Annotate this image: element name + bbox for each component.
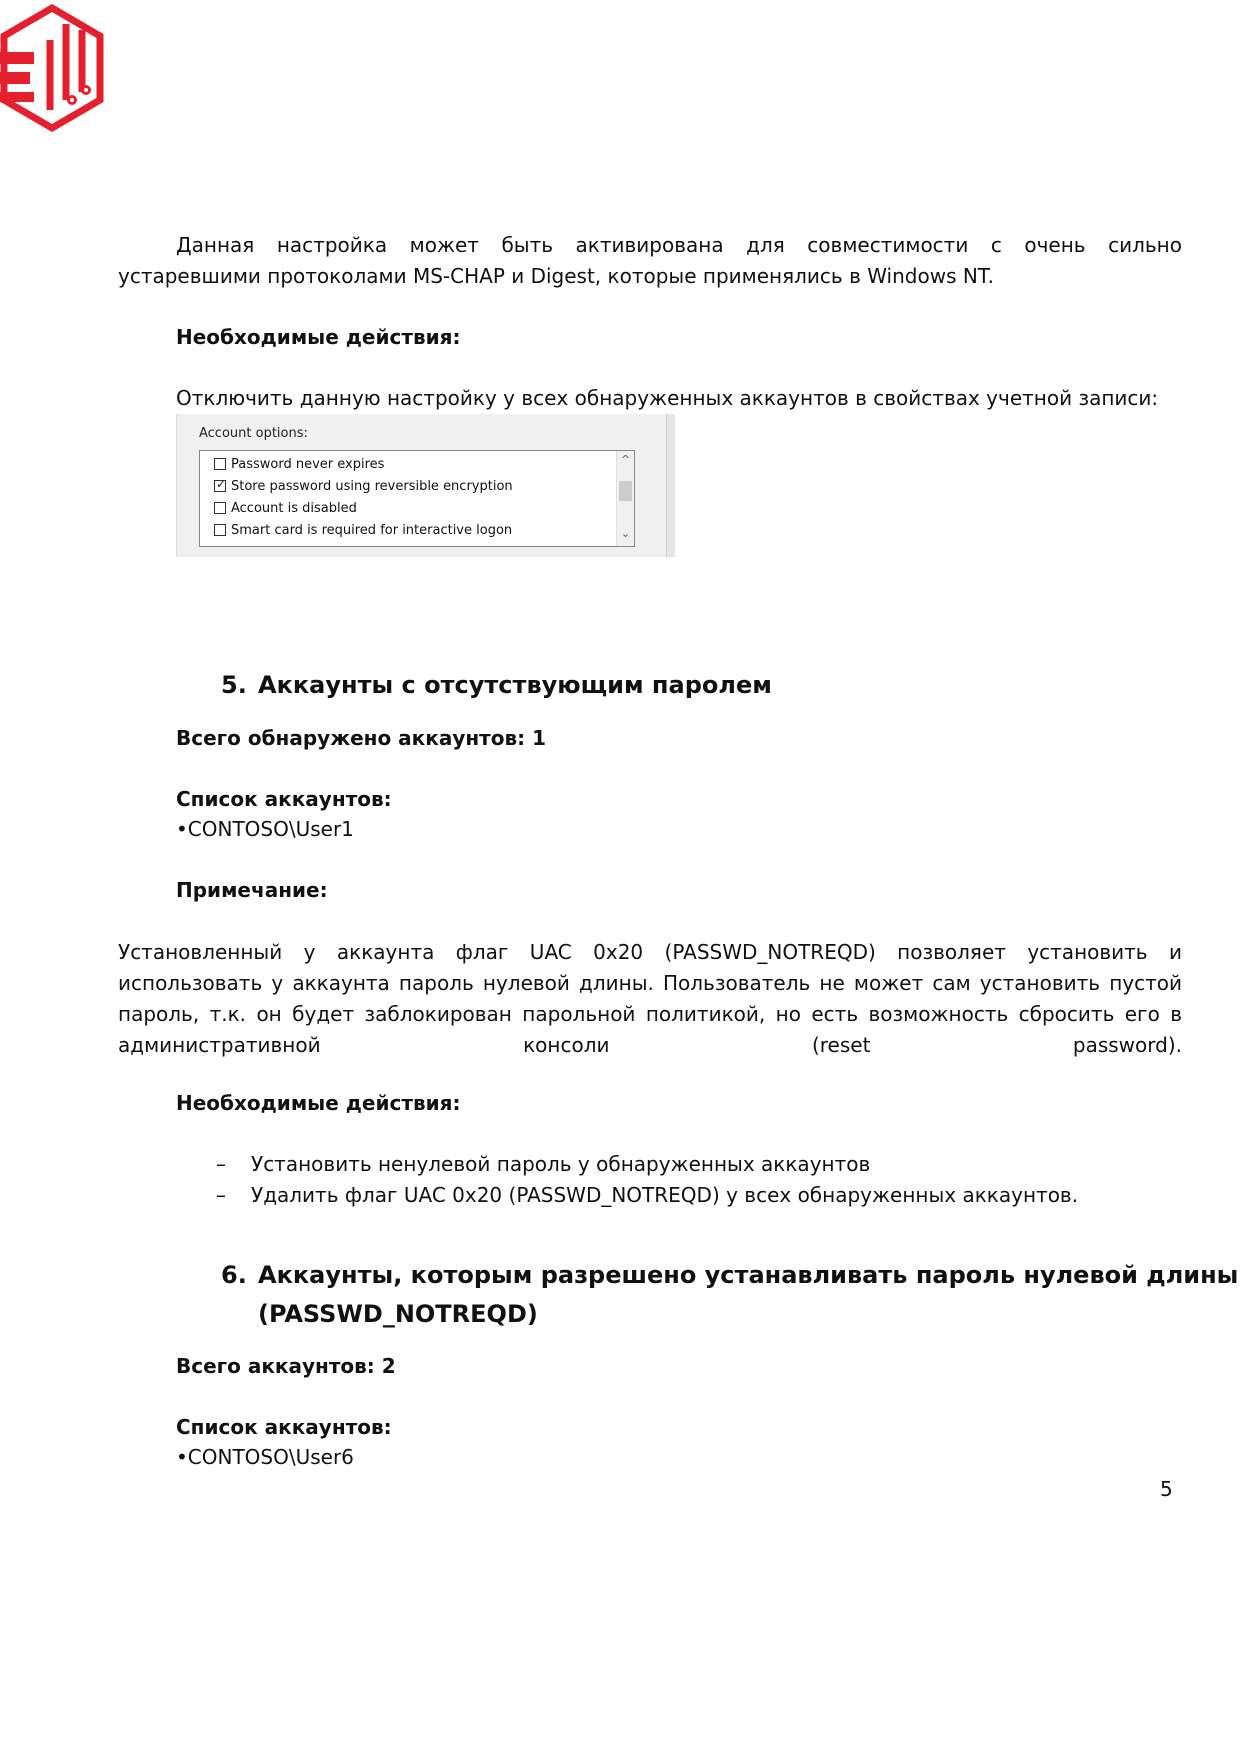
scroll-thumb[interactable] [619, 481, 632, 501]
list-item: •CONTOSO\User6 [176, 1445, 354, 1469]
option-smart-card-required[interactable]: Smart card is required for interactive logon [214, 520, 512, 540]
section5-list-label: Список аккаунтов: [176, 787, 392, 811]
checkbox-unchecked-icon[interactable] [214, 502, 226, 514]
list-item: •CONTOSO\User1 [176, 817, 354, 841]
option-reversible-encryption[interactable]: ✓ Store password using reversible encryption [216, 477, 513, 494]
actions-label-1: Необходимые действия: [176, 325, 461, 349]
section5-actions-label: Необходимые действия: [176, 1091, 461, 1115]
bullet-icon: • [176, 1445, 188, 1469]
account-options-screenshot [176, 414, 675, 557]
page-number: 5 [1160, 1477, 1173, 1501]
section6-number: 6. [221, 1261, 247, 1289]
company-logo [0, 0, 105, 140]
section5-total: Всего обнаружено аккаунтов: 1 [176, 726, 547, 750]
section6-title-line2: (PASSWD_NOTREQD) [258, 1300, 538, 1328]
intro-paragraph: Данная настройка может быть активирована для совместимости с очень сильно устаревшими протоколами MS-CHAP и Digest, которые применялись в Windows NT. [118, 233, 1182, 288]
action-item: Установить ненулевой пароль у обнаруженных аккаунтов [251, 1152, 871, 1176]
account-options-list [199, 450, 635, 547]
section6-title-line1: Аккаунты, которым разрешено устанавливать пароль нулевой длины [258, 1261, 1239, 1289]
bullet-icon: • [176, 817, 188, 841]
section6-total: Всего аккаунтов: 2 [176, 1354, 396, 1378]
checkbox-checked-icon[interactable]: ✓ [216, 477, 227, 491]
action-item: Удалить флаг UAC 0x20 (PASSWD_NOTREQD) у всех обнаруженных аккаунтов. [251, 1183, 1079, 1207]
section5-title: Аккаунты с отсутствующим паролем [258, 671, 772, 699]
section6-list-label: Список аккаунтов: [176, 1415, 392, 1439]
option-password-never-expires[interactable]: Password never expires [214, 454, 384, 474]
section5-note-text: Установленный у аккаунта флаг UAC 0x20 (PASSWD_NOTREQD) позволяет установить и использовать у аккаунта пароль нулевой длины. Пользователь не может сам установить пустой пароль, т.к. он будет заблокирован парольной политикой, но есть возможность сбросить его в административной консоли (reset password). [118, 940, 1182, 1057]
scroll-down-icon[interactable]: ⌄ [620, 527, 631, 540]
scroll-up-icon[interactable]: ^ [620, 453, 631, 466]
dash-icon: – [216, 1152, 226, 1176]
section5-number: 5. [221, 671, 247, 699]
list-scrollbar[interactable] [616, 451, 634, 546]
option-account-disabled[interactable]: Account is disabled [214, 498, 357, 518]
section5-note-label: Примечание: [176, 878, 328, 902]
account-options-title: Account options: [199, 426, 308, 441]
checkbox-unchecked-icon[interactable] [214, 458, 226, 470]
checkbox-unchecked-icon[interactable] [214, 524, 226, 536]
disable-instruction: Отключить данную настройку у всех обнаруженных аккаунтов в свойствах учетной записи: [176, 386, 1159, 410]
dash-icon: – [216, 1183, 226, 1207]
